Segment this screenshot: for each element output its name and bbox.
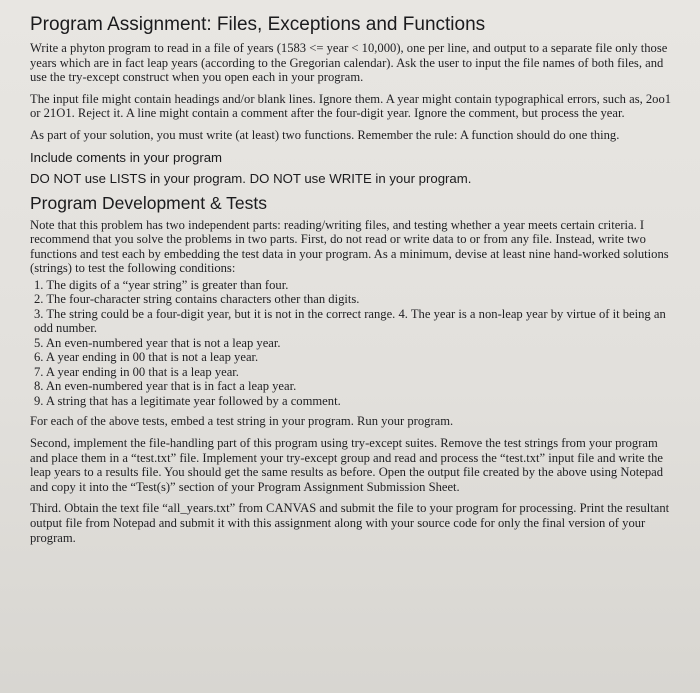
list-item: 1. The digits of a “year string” is greater than four. bbox=[34, 277, 289, 292]
intro-section bbox=[30, 41, 678, 143]
paragraph-functions: As part of your solution, you must write (at least) two functions. Remember the rule: A function should do one thing. bbox=[30, 127, 620, 142]
list-item: 3. The string could be a four-digit year, but it is not in the correct range. 4. The year is a non-leap year by virtue of it being an odd number. bbox=[34, 306, 666, 336]
page-title: Program Assignment: Files, Exceptions and Functions bbox=[30, 14, 486, 35]
development-section bbox=[30, 218, 678, 546]
paragraph-for-each: For each of the above tests, embed a test string in your program. Run your program. bbox=[30, 414, 454, 429]
section-heading: Program Development & Tests bbox=[30, 192, 268, 213]
list-item: 9. A string that has a legitimate year followed by a comment. bbox=[34, 393, 341, 408]
list-item: 7. A year ending in 00 that is a leap year. bbox=[34, 364, 239, 379]
list-item: 6. A year ending in 00 that is not a leap year. bbox=[34, 350, 259, 365]
paragraph-third: Third. Obtain the text file “all_years.txt” from CANVAS and submit the file to your program for processing. Print the resultant output file from Notepad and submit it with this assignment along with your source code for only the final version of your program. bbox=[30, 501, 670, 545]
paragraph-development-intro: Note that this problem has two independent parts: reading/writing files, and testing whether a year meets certain criteria. I recommend that you solve the problems in two parts. First, do not read or write data to or from any file. Instead, write two functions and test each by embedding the test data in your program. As a minimum, devise at least nine hand-worked solutions (strings) to test the following conditions: bbox=[30, 217, 669, 276]
note-comments: Include coments in your program bbox=[30, 149, 223, 165]
paragraph-input-file: The input file might contain headings and/or blank lines. Ignore them. A year might contain typographical errors, such as, 2oo1 or 21O1. Reject it. A line might contain a comment after the four-digit year. Ignore the comment, but process the year. bbox=[30, 91, 672, 121]
paragraph-task: Write a phyton program to read in a file of years (1583 <= year < 10,000), one per line, and output to a separate file only those years which are in fact leap years (according to the Gregorian calendar). Ask the user to input the file names of both files, and use the try-except construct when you open each in your program. bbox=[30, 41, 668, 85]
list-item: 8. An even-numbered year that is in fact a leap year. bbox=[34, 379, 297, 394]
list-item: 5. An even-numbered year that is not a leap year. bbox=[34, 335, 281, 350]
note-lists: DO NOT use LISTS in your program. DO NOT use WRITE in your program. bbox=[30, 170, 472, 186]
list-item: 2. The four-character string contains characters other than digits. bbox=[34, 292, 360, 307]
conditions-list bbox=[30, 278, 678, 409]
paragraph-second: Second, implement the file-handling part of this program using try-except suites. Remove the test strings from your program and place them in a “test.txt” file. Implement your try-except group and read and process the “test.txt” input file and write the leap years to a results file. You should get the same results as before. Open the output file created by the above using Notepad and copy it into the “Test(s)” section of your Program Assignment Submission Sheet. bbox=[30, 436, 664, 494]
